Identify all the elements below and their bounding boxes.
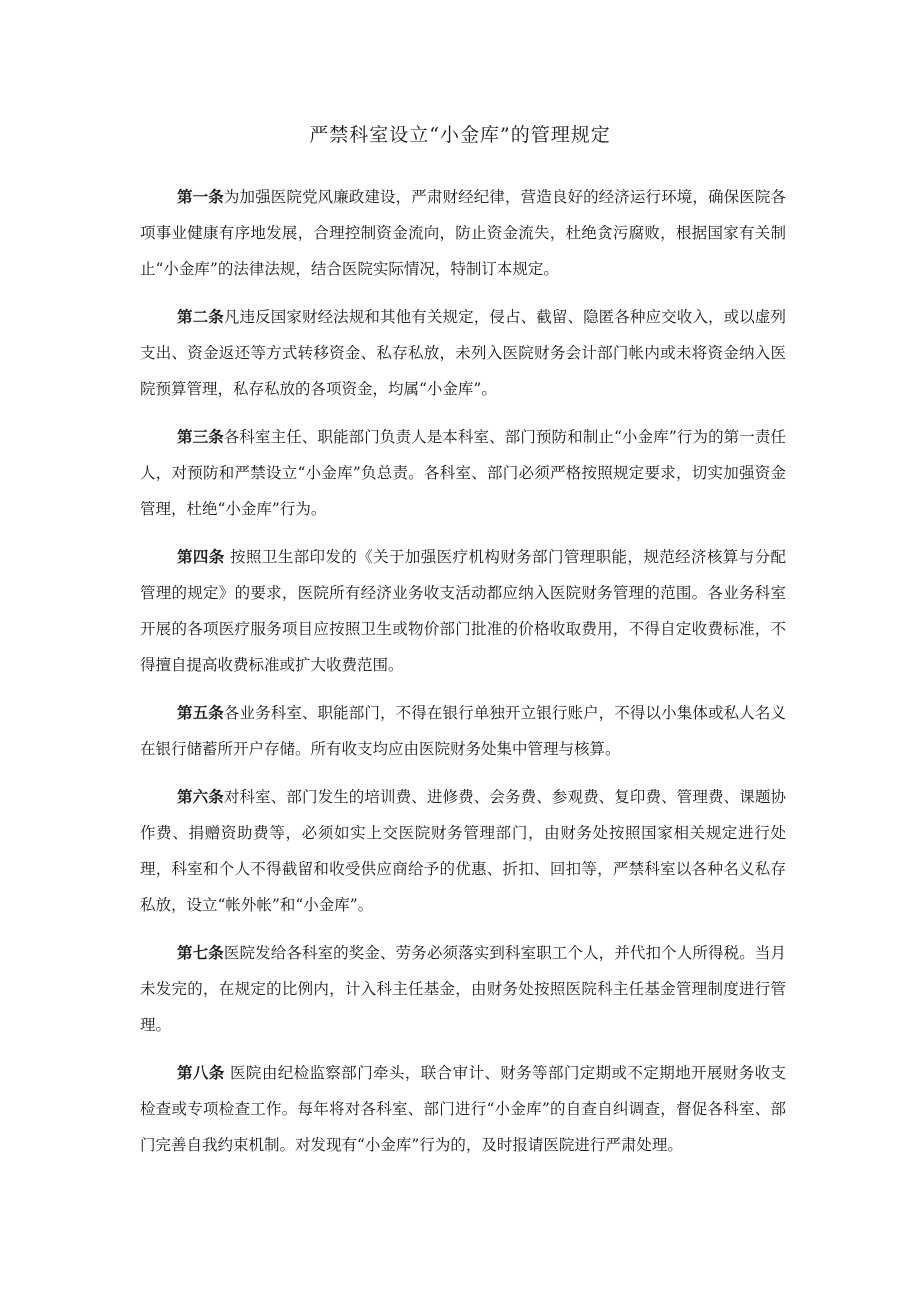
article-1-text: 为加强医院党风廉政建设，严肃财经纪律，营造良好的经济运行环境，确保医院各项事业健康有序地发展，合理控制资金流向，防止资金流失，杜绝贪污腐败，根据国家有关制止“小金库”的法律法规，结合医院实际情况，特制订本规定。	[140, 188, 786, 278]
article-7-label: 第七条	[177, 943, 224, 962]
article-4	[140, 539, 786, 683]
article-2-label: 第二条	[177, 307, 224, 326]
article-6-label: 第六条	[177, 787, 224, 806]
article-3	[140, 419, 786, 527]
article-7-text: 医院发给各科室的奖金、劳务必须落实到科室职工个人，并代扣个人所得税。当月未发完的，在规定的比例内，计入科主任基金，由财务处按照医院科主任基金管理制度进行管理。	[140, 944, 786, 1034]
article-8-text: 医院由纪检监察部门牵头，联合审计、财务等部门定期或不定期地开展财务收支检查或专项检查工作。每年将对各科室、部门进行“小金库”的自查自纠调查，督促各科室、部门完善自我约束机制。对发现有“小金库”行为的，及时报请医院进行严肃处理。	[140, 1064, 786, 1154]
document-body	[140, 179, 786, 1175]
article-7	[140, 935, 786, 1043]
article-3-label: 第三条	[177, 427, 224, 446]
article-8	[140, 1055, 786, 1163]
document-title: 严禁科室设立“小金库”的管理规定	[309, 124, 611, 146]
article-8-label: 第八条	[177, 1063, 225, 1082]
article-1-label: 第一条	[177, 187, 224, 206]
article-4-text: 按照卫生部印发的《关于加强医疗机构财务部门管理职能，规范经济核算与分配管理的规定》的要求，医院所有经济业务收支活动都应纳入医院财务管理的范围。各业务科室开展的各项医疗服务项目应按照卫生或物价部门批准的价格收取费用，不得自定收费标准，不得擅自提高收费标准或扩大收费范围。	[140, 548, 786, 674]
article-3-text: 各科室主任、职能部门负责人是本科室、部门预防和制止“小金库”行为的第一责任人，对预防和严禁设立“小金库”负总责。各科室、部门必须严格按照规定要求，切实加强资金管理，杜绝“小金库”行为。	[140, 428, 786, 518]
article-5-text: 各业务科室、职能部门，不得在银行单独开立银行账户，不得以小集体或私人名义在银行储蓄所开户存储。所有收支均应由医院财务处集中管理与核算。	[140, 704, 786, 758]
article-1	[140, 179, 786, 287]
article-6	[140, 779, 786, 923]
article-6-text: 对科室、部门发生的培训费、进修费、会务费、参观费、复印费、管理费、课题协作费、捐赠资助费等，必须如实上交医院财务管理部门，由财务处按照国家相关规定进行处理，科室和个人不得截留和收受供应商给予的优惠、折扣、回扣等，严禁科室以各种名义私存私放，设立“帐外帐”和“小金库”。	[140, 788, 786, 914]
article-5-label: 第五条	[177, 703, 224, 722]
article-4-label: 第四条	[177, 547, 225, 566]
article-5	[140, 695, 786, 767]
article-2	[140, 299, 786, 407]
article-2-text: 凡违反国家财经法规和其他有关规定，侵占、截留、隐匿各种应交收入，或以虚列支出、资金返还等方式转移资金、私存私放，未列入医院财务会计部门帐内或未将资金纳入医院预算管理，私存私放的各项资金，均属“小金库”。	[140, 308, 786, 398]
